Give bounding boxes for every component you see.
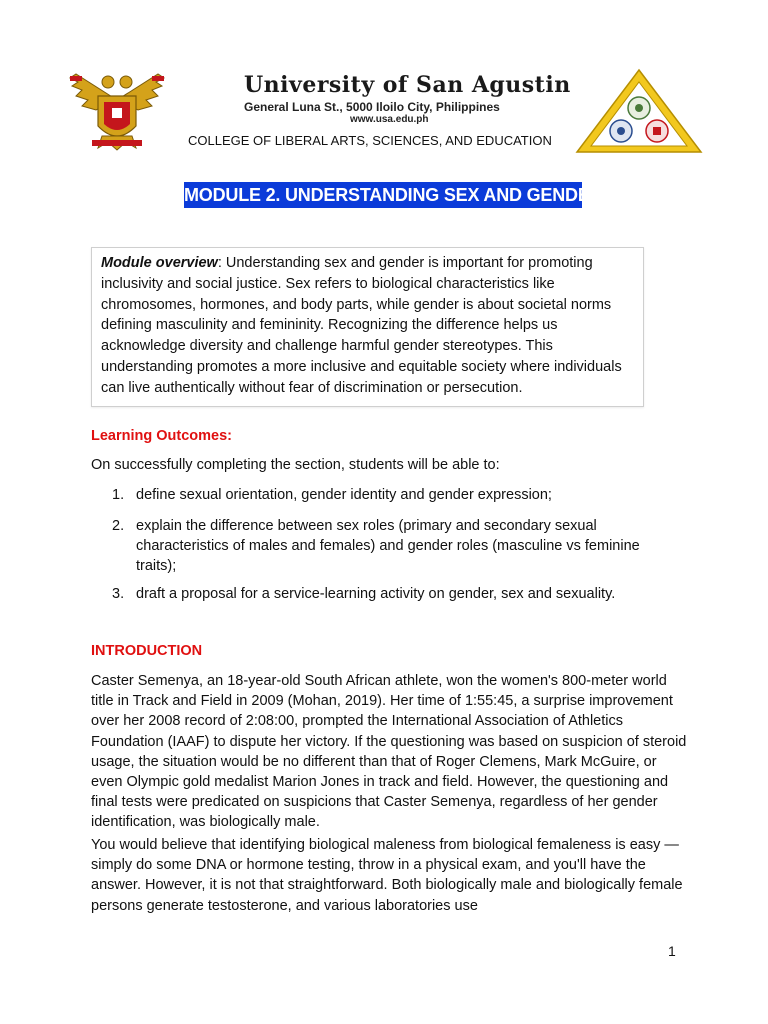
learning-outcomes-intro: On successfully completing the section, students will be able to: xyxy=(91,457,500,473)
university-crest-icon xyxy=(68,70,166,152)
introduction-paragraph: Caster Semenya, an 18-year-old South African athlete, won the women's 800-meter world title in Track and Field in 2009 (Mohan, 2019). Her time of 1:55:45, a surprise improvement over her 2008 record of 2:08:00, prompted the International Association of Athletics Foundation (IAAF) to dispute her victory. If the questioning was based on suspicion of steroid usage, the situation would be no different than that of Roger Clemens, Mark McGuire, or even Olympic gold medalist Marion Jones in track and field. However, the questioning and final tests were predicated on suspicions that Caster Semenya, regardless of her gender identification, was biologically male. xyxy=(91,673,687,831)
list-item-text: explain the difference between sex roles (primary and secondary sexual characteristics of males and females) and gender roles (masculine vs feminine traits); xyxy=(136,518,640,574)
learning-outcomes-heading: Learning Outcomes: xyxy=(91,428,232,444)
module-overview-text xyxy=(101,253,636,399)
college-name: COLLEGE OF LIBERAL ARTS, SCIENCES, AND EDUCATION xyxy=(188,133,552,148)
college-seal-icon xyxy=(575,68,703,154)
module-overview-body: : Understanding sex and gender is important for promoting inclusivity and social justice. Sex refers to biological characteristics like chromosomes, hormones, and body parts, while gender is about societal norms defining masculinity and femininity. Recognizing the difference helps us acknowledge diversity and challenge harmful gender stereotypes. This understanding promotes a more inclusive and equitable society where individuals can live authentically without fear of discrimination or persecution. xyxy=(101,255,622,396)
list-item-number: 3. xyxy=(112,586,125,602)
module-title: MODULE 2. UNDERSTANDING SEX AND GENDER xyxy=(184,182,582,208)
university-name: University of San Agustin xyxy=(244,72,571,98)
introduction-heading: INTRODUCTION xyxy=(91,643,203,659)
list-item-text: define sexual orientation, gender identity and gender expression; xyxy=(136,487,552,503)
university-address: General Luna St., 5000 Iloilo City, Philippines xyxy=(244,100,500,114)
module-overview-label: Module overview xyxy=(101,255,218,271)
page-number: 1 xyxy=(668,943,676,959)
list-item-text: draft a proposal for a service-learning activity on gender, sex and sexuality. xyxy=(136,586,616,602)
list-item-number: 2. xyxy=(112,518,125,534)
university-website: www.usa.edu.ph xyxy=(350,114,429,125)
introduction-paragraph: You would believe that identifying biological maleness from biological femaleness is easy — simply do some DNA or hormone testing, throw in a physical exam, and you'll have the answer. However, it is not that straightforward. Both biologically male and biologically female persons generate testosterone, and various laboratories use xyxy=(91,837,683,914)
list-item-number: 1. xyxy=(112,487,125,503)
